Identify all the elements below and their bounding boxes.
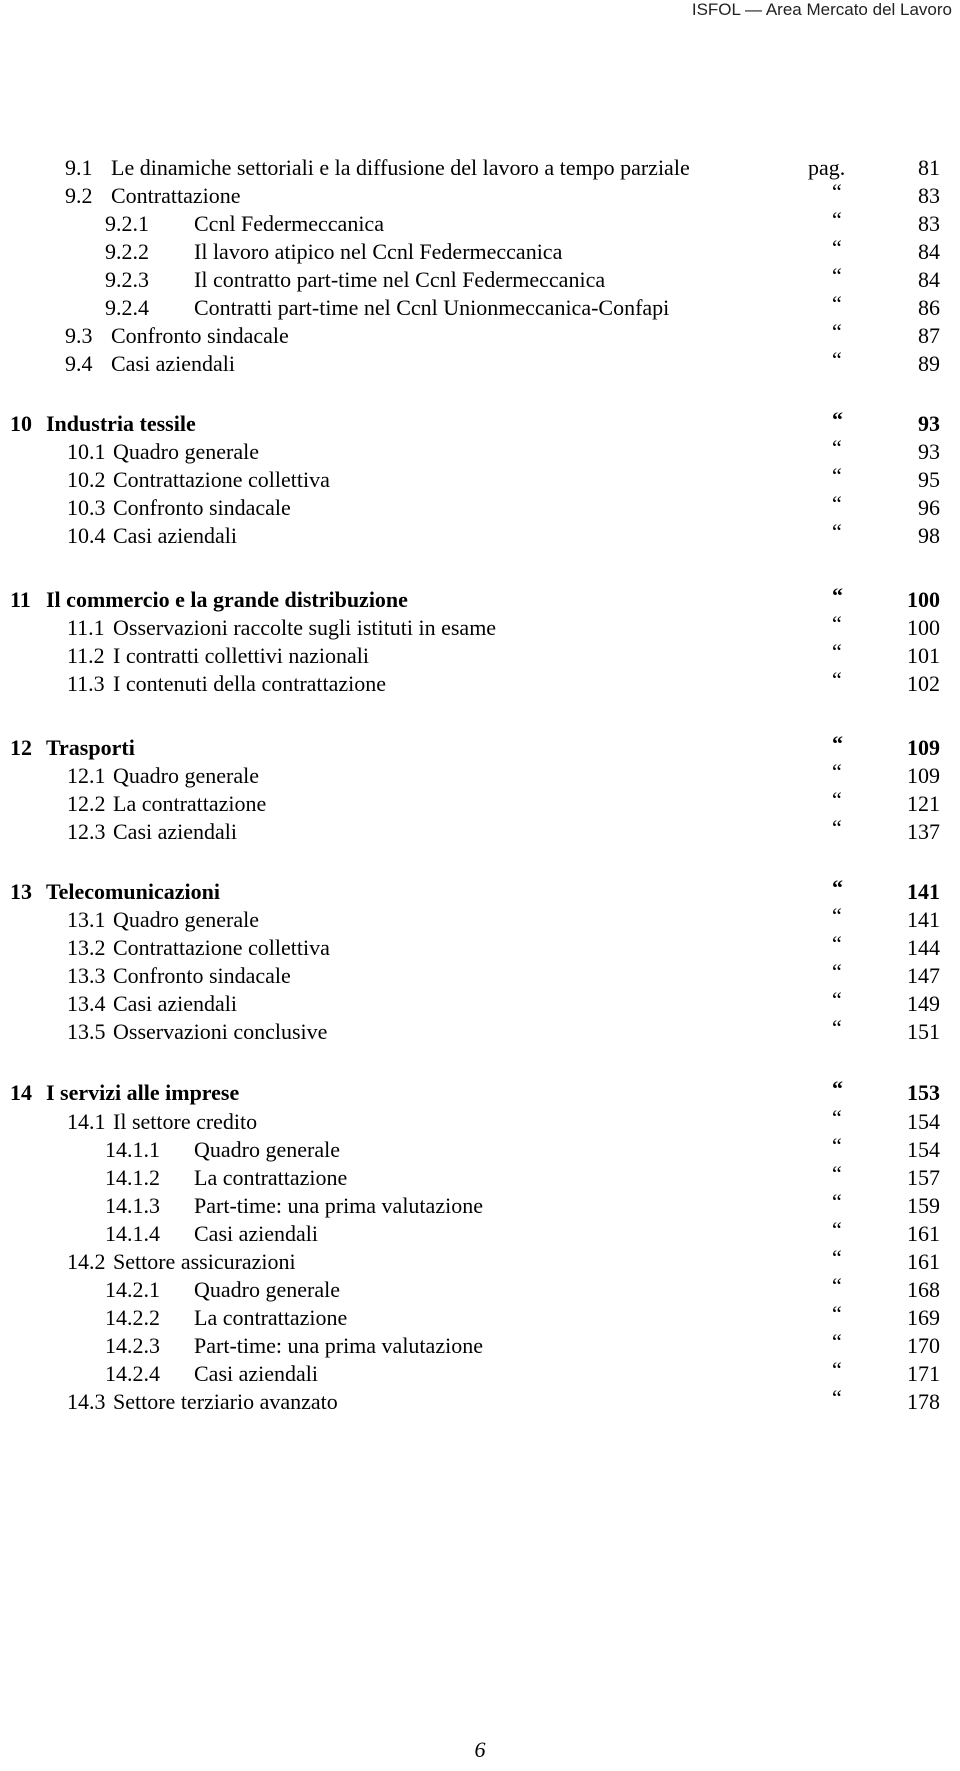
toc-entry-number: 10.4 xyxy=(67,523,106,548)
toc-entry-number: 14.2.3 xyxy=(105,1333,160,1358)
toc-page-number: 109 xyxy=(907,763,940,788)
toc-entry-number: 14.1.1 xyxy=(105,1137,160,1162)
toc-page-marker: “ xyxy=(832,875,843,900)
toc-page-marker: “ xyxy=(832,815,842,840)
toc-entry-title: Ccnl Federmeccanica xyxy=(194,211,384,236)
toc-page-marker: “ xyxy=(832,1133,842,1158)
toc-page-number: 169 xyxy=(907,1305,940,1330)
toc-entry-title: Casi aziendali xyxy=(194,1221,319,1246)
toc-page-marker: “ xyxy=(832,519,842,544)
toc-entry-title: Contrattazione xyxy=(111,183,241,208)
toc-page-marker: “ xyxy=(832,611,842,636)
toc-page-marker: “ xyxy=(832,1189,842,1214)
toc-page-marker: “ xyxy=(832,1301,842,1326)
toc-page-marker: “ xyxy=(832,1273,842,1298)
toc-entry-title: Settore terziario avanzato xyxy=(113,1389,338,1414)
toc-page-marker: “ xyxy=(832,347,842,372)
toc-page-number: 153 xyxy=(907,1080,940,1105)
toc-entry-number: 14 xyxy=(10,1080,32,1105)
toc-entry-number: 14.1.4 xyxy=(105,1221,160,1246)
toc-page-number: 154 xyxy=(907,1137,940,1162)
toc-page-number: 168 xyxy=(907,1277,940,1302)
toc-page-marker: “ xyxy=(832,1105,842,1130)
toc-entry-title: Quadro generale xyxy=(113,907,259,932)
toc-page-marker: “ xyxy=(832,263,842,288)
toc-page-marker: “ xyxy=(832,463,842,488)
toc-page-number: 154 xyxy=(907,1109,940,1134)
toc-page-marker: “ xyxy=(832,959,842,984)
toc-entry-title: I servizi alle imprese xyxy=(46,1080,240,1105)
toc-page-number: 149 xyxy=(907,991,940,1016)
toc-entry-number: 9.2 xyxy=(65,183,93,208)
toc-entry-title: I contratti collettivi nazionali xyxy=(113,643,369,668)
toc-entry-number: 13 xyxy=(10,879,32,904)
toc-page-marker: “ xyxy=(832,207,842,232)
toc-entry-number: 13.1 xyxy=(67,907,106,932)
toc-page-number: 159 xyxy=(907,1193,940,1218)
toc-entry-number: 11 xyxy=(10,587,31,612)
toc-entry-title: Osservazioni raccolte sugli istituti in esame xyxy=(113,615,497,640)
toc-page-number: 89 xyxy=(918,351,940,376)
toc-entry-number: 12.2 xyxy=(67,791,106,816)
toc-entry-title: La contrattazione xyxy=(194,1305,348,1330)
toc-entry-number: 14.2 xyxy=(67,1249,106,1274)
toc-page-number: 86 xyxy=(918,295,940,320)
toc-entry-number: 12.1 xyxy=(67,763,106,788)
toc-page-marker: “ xyxy=(832,179,842,204)
toc-entry-number: 14.1.2 xyxy=(105,1165,160,1190)
toc-entry-title: Casi aziendali xyxy=(113,523,238,548)
toc-page-number: 170 xyxy=(907,1333,940,1358)
toc-entry-title: Part-time: una prima valutazione xyxy=(194,1193,483,1218)
toc-page-marker: “ xyxy=(832,1076,843,1101)
toc-entry-title: Trasporti xyxy=(46,735,135,760)
toc-page-number: 121 xyxy=(907,791,940,816)
toc-entry-number: 9.2.1 xyxy=(105,211,149,236)
toc-entry-number: 11.3 xyxy=(67,671,105,696)
toc-page-number: 81 xyxy=(918,155,940,180)
toc-entry-title: La contrattazione xyxy=(194,1165,348,1190)
toc-entry-title: Contratti part-time nel Ccnl Unionmeccanica-Confapi xyxy=(194,295,670,320)
toc-entry-title: Quadro generale xyxy=(113,439,259,464)
toc-page-number: 147 xyxy=(907,963,940,988)
toc-entry-title: Casi aziendali xyxy=(113,991,238,1016)
toc-entry-number: 9.2.2 xyxy=(105,239,149,264)
toc-entry-title: Il lavoro atipico nel Ccnl Federmeccanica xyxy=(194,239,563,264)
toc-entry-number: 9.3 xyxy=(65,323,93,348)
toc-page-number: 100 xyxy=(907,587,940,612)
toc-page-number: 151 xyxy=(907,1019,940,1044)
toc-page-marker: “ xyxy=(832,639,842,664)
toc-entry-title: Part-time: una prima valutazione xyxy=(194,1333,483,1358)
toc-page-number: 171 xyxy=(907,1361,940,1386)
toc-entry-title: Quadro generale xyxy=(194,1277,340,1302)
toc-page-number: 87 xyxy=(918,323,940,348)
toc-page-marker: “ xyxy=(832,291,842,316)
toc-page-marker: “ xyxy=(832,987,842,1012)
toc-page-marker: “ xyxy=(832,583,843,608)
toc-entry-number: 11.2 xyxy=(67,643,105,668)
toc-entry-title: Casi aziendali xyxy=(111,351,236,376)
toc-entry-number: 9.2.4 xyxy=(105,295,149,320)
toc-page-number: 83 xyxy=(918,183,940,208)
toc-page-number: 141 xyxy=(907,879,940,904)
toc-entry-number: 13.5 xyxy=(67,1019,106,1044)
toc-entry-title: Quadro generale xyxy=(113,763,259,788)
toc-page-marker: “ xyxy=(832,1385,842,1410)
toc-page-marker: “ xyxy=(832,1161,842,1186)
toc-entry-number: 12.3 xyxy=(67,819,106,844)
toc-page-marker: “ xyxy=(832,1357,842,1382)
toc-page-marker: pag. xyxy=(808,155,846,180)
toc-page-number: 102 xyxy=(907,671,940,696)
toc-page-marker: “ xyxy=(832,1217,842,1242)
toc-entry-title: Il settore credito xyxy=(113,1109,258,1134)
toc-entry-title: Il contratto part-time nel Ccnl Federmeccanica xyxy=(194,267,606,292)
toc-page-number: 161 xyxy=(907,1249,940,1274)
toc-entry-number: 10.1 xyxy=(67,439,106,464)
toc-page-number: 137 xyxy=(907,819,940,844)
toc-page-marker: “ xyxy=(832,759,842,784)
toc-entry-title: Telecomunicazioni xyxy=(46,879,220,904)
toc-entry-number: 10.2 xyxy=(67,467,106,492)
page-header: ISFOL — Area Mercato del Lavoro xyxy=(691,0,952,19)
toc-page-marker: “ xyxy=(832,435,842,460)
toc-page-number: 84 xyxy=(918,267,940,292)
toc-page-number: 83 xyxy=(918,211,940,236)
toc-entry-title: Casi aziendali xyxy=(194,1361,319,1386)
toc-page-number: 98 xyxy=(918,523,940,548)
toc-page-marker: “ xyxy=(832,787,842,812)
toc-entry-title: Le dinamiche settoriali e la diffusione del lavoro a tempo parziale xyxy=(111,155,690,180)
toc-page-number: 93 xyxy=(918,439,940,464)
toc-entry-title: Confronto sindacale xyxy=(111,323,289,348)
toc-entry-number: 14.3 xyxy=(67,1389,106,1414)
toc-entry-number: 11.1 xyxy=(67,615,105,640)
toc-entry-title: Industria tessile xyxy=(46,411,196,436)
toc-page-marker: “ xyxy=(832,903,842,928)
toc-page-marker: “ xyxy=(832,319,842,344)
toc-entry-number: 14.1 xyxy=(67,1109,106,1134)
toc-page-number: 109 xyxy=(907,735,940,760)
toc-entry-title: Contrattazione collettiva xyxy=(113,467,330,492)
toc-page-marker: “ xyxy=(832,491,842,516)
toc-entry-title: La contrattazione xyxy=(113,791,267,816)
toc-entry-number: 9.4 xyxy=(65,351,93,376)
toc-page-marker: “ xyxy=(832,235,842,260)
toc-page-marker: “ xyxy=(832,667,842,692)
toc-entry-title: Il commercio e la grande distribuzione xyxy=(46,587,408,612)
toc-entry-title: Quadro generale xyxy=(194,1137,340,1162)
toc-page-marker: “ xyxy=(832,1015,842,1040)
toc-page-number: 84 xyxy=(918,239,940,264)
toc-entry-number: 14.1.3 xyxy=(105,1193,160,1218)
toc-entry-number: 9.2.3 xyxy=(105,267,149,292)
toc-page-number: 101 xyxy=(907,643,940,668)
toc-entry-number: 10.3 xyxy=(67,495,106,520)
toc-entry-number: 14.2.4 xyxy=(105,1361,160,1386)
toc-entry-number: 12 xyxy=(10,735,32,760)
toc-page-number: 100 xyxy=(907,615,940,640)
toc-entry-number: 10 xyxy=(10,411,32,436)
toc-page-marker: “ xyxy=(832,931,842,956)
toc-entry-number: 14.2.1 xyxy=(105,1277,160,1302)
toc-entry-title: Settore assicurazioni xyxy=(113,1249,296,1274)
toc-entry-number: 14.2.2 xyxy=(105,1305,160,1330)
toc-page-number: 161 xyxy=(907,1221,940,1246)
toc-page-number: 178 xyxy=(907,1389,940,1414)
toc-page-number: 95 xyxy=(918,467,940,492)
toc-page-number: 141 xyxy=(907,907,940,932)
toc-entry-number: 13.2 xyxy=(67,935,106,960)
toc-entry-number: 13.3 xyxy=(67,963,106,988)
toc-page-number: 96 xyxy=(918,495,940,520)
toc-page-marker: “ xyxy=(832,731,843,756)
toc-entry-title: I contenuti della contrattazione xyxy=(113,671,387,696)
toc-entry-title: Confronto sindacale xyxy=(113,963,291,988)
toc-entry-number: 13.4 xyxy=(67,991,106,1016)
toc-page-number: 157 xyxy=(907,1165,940,1190)
toc-entry-title: Osservazioni conclusive xyxy=(113,1019,328,1044)
toc-entry-title: Contrattazione collettiva xyxy=(113,935,330,960)
toc-entry-title: Casi aziendali xyxy=(113,819,238,844)
toc-page-marker: “ xyxy=(832,1329,842,1354)
page-number: 6 xyxy=(474,1737,486,1762)
toc-page-number: 144 xyxy=(907,935,940,960)
toc-page-marker: “ xyxy=(832,407,843,432)
toc-page-marker: “ xyxy=(832,1245,842,1270)
toc-entry-number: 9.1 xyxy=(65,155,93,180)
toc-entry-title: Confronto sindacale xyxy=(113,495,291,520)
toc-page-number: 93 xyxy=(918,411,940,436)
